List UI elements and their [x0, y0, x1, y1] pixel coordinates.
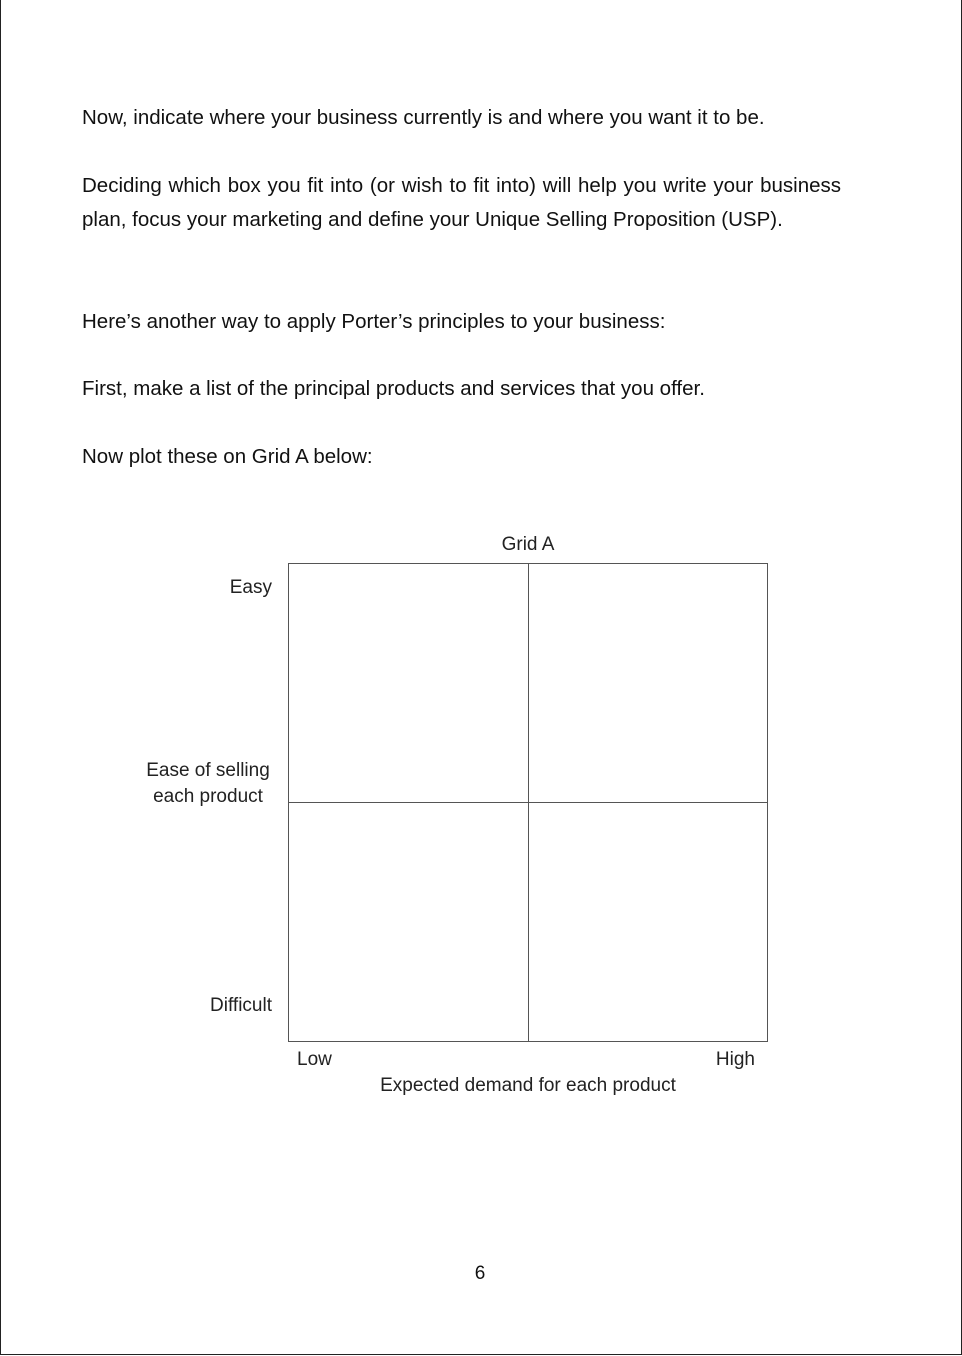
y-axis-title: Ease of selling each product [146, 760, 270, 807]
grid-title: Grid A [501, 534, 555, 555]
plot-instruction-paragraph: Now plot these on Grid A below: [82, 445, 373, 468]
y-axis-top-label: Easy [229, 577, 272, 598]
grid-horizontal-divider [289, 802, 767, 803]
first-step-paragraph: First, make a list of the principal products and services that you offer. [82, 377, 705, 400]
deciding-paragraph: Deciding which box you fit into (or wish to fit into) will help you write your business plan, focus your marketing and define your Unique Selling Proposition (USP). [82, 174, 841, 231]
x-axis-low-label: Low [297, 1049, 332, 1070]
page-number: 6 [474, 1263, 486, 1284]
y-axis-bottom-label: Difficult [210, 995, 272, 1016]
x-axis-high-label: High [715, 1049, 755, 1070]
quadrant-grid [288, 563, 768, 1042]
x-axis-title: Expected demand for each product [380, 1075, 676, 1096]
another-way-paragraph: Here’s another way to apply Porter’s principles to your business: [82, 310, 666, 333]
intro-paragraph: Now, indicate where your business currently is and where you want it to be. [82, 106, 765, 129]
